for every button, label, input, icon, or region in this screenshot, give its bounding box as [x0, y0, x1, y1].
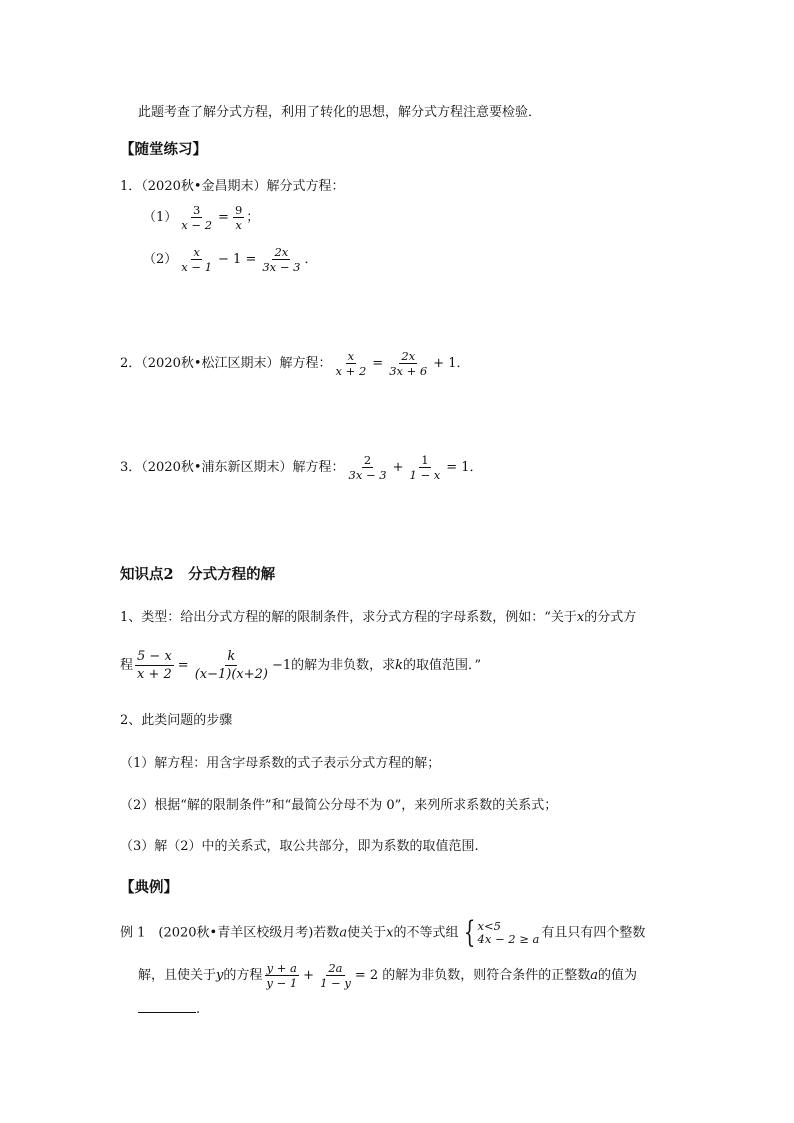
- denominator: 3x − 3: [262, 260, 301, 274]
- text: 使关于: [347, 925, 387, 941]
- q2-label: 2．（2020秋•松江区期末）解方程：: [120, 356, 332, 371]
- kp-line2: [120, 648, 481, 683]
- fraction: [387, 349, 429, 378]
- end-mark: ．: [304, 252, 318, 267]
- q3-label: 3．（2020秋•浦东新区期末）解方程：: [120, 460, 345, 475]
- fraction: [408, 453, 443, 482]
- numerator: 2: [363, 453, 372, 467]
- inequality-system: [460, 915, 540, 950]
- steps-title: 2、此类问题的步骤: [120, 713, 233, 728]
- operator: +: [303, 968, 315, 983]
- denominator: x − 2: [181, 218, 213, 232]
- q2-line: [120, 349, 472, 378]
- fraction: [135, 648, 174, 683]
- denominator: x: [235, 218, 242, 232]
- text: 1、类型：给出分式方程的解的限制条件，求分式方程的字母系数，例如：“关于: [120, 610, 577, 625]
- numerator: 2x: [401, 349, 416, 363]
- end-mark: .: [196, 1002, 201, 1017]
- example-title: 【典例】: [120, 879, 178, 896]
- variable: x: [386, 925, 394, 941]
- text: 的取值范围．”: [403, 658, 482, 673]
- step-1: （1）解方程：用含字母系数的式子表示分式方程的解；: [120, 756, 441, 771]
- text: 解，且使关于: [138, 968, 217, 983]
- q1-part1: [143, 203, 259, 232]
- inequality-1: x<5: [477, 919, 501, 933]
- fraction: [334, 349, 369, 378]
- denominator: x + 2: [335, 364, 367, 378]
- numerator: 5 − x: [137, 649, 172, 664]
- text: = 2 的解为非负数，则符合条件的正整数: [354, 968, 591, 983]
- numerator: x: [193, 245, 200, 259]
- operator: =: [372, 356, 384, 371]
- inequality-2: 4x − 2 ≥ a: [477, 932, 540, 946]
- numerator: x: [347, 349, 355, 363]
- tail: = 1．: [446, 460, 483, 475]
- numerator: 9: [234, 203, 243, 217]
- numerator: k: [227, 649, 236, 664]
- fraction: [233, 203, 244, 232]
- text: 的值为: [598, 968, 638, 983]
- operator: +: [392, 460, 404, 475]
- fraction: [193, 648, 270, 683]
- numerator: 2x: [274, 245, 289, 259]
- q1-part1-tag: （1）: [143, 210, 178, 225]
- fraction: [179, 203, 214, 232]
- denominator: 1 − x: [409, 468, 441, 482]
- operator: −1: [271, 658, 292, 673]
- fraction: [179, 245, 214, 274]
- q1-part2: [143, 245, 317, 274]
- q1-label: 1．（2020秋•金昌期末）解分式方程：: [120, 179, 345, 194]
- text: 程: [120, 658, 134, 673]
- numerator: y + a: [266, 961, 297, 975]
- q1-part2-tag: （2）: [143, 252, 178, 267]
- numerator: 3: [192, 203, 201, 217]
- text: 的分式方: [584, 610, 637, 625]
- end-mark: ；: [246, 210, 260, 225]
- operator: =: [177, 658, 189, 673]
- brace: {: [464, 915, 476, 950]
- variable: y: [216, 968, 224, 983]
- denominator: 3x − 3: [348, 468, 387, 482]
- step-2: （2）根据“解的限制条件”和“最简公分母不为 0”，来列所求系数的关系式；: [120, 798, 558, 813]
- answer-blank: [138, 1000, 196, 1013]
- denominator: 3x + 6: [389, 364, 428, 378]
- variable: a: [339, 925, 348, 941]
- variable: a: [590, 968, 599, 983]
- denominator: (x−1)(x+2): [194, 667, 268, 682]
- kp-title: 知识点2 分式方程的解: [120, 566, 276, 583]
- variable: k: [395, 658, 404, 673]
- fraction: [260, 245, 302, 274]
- example-line1: [120, 915, 646, 950]
- example-line2: [138, 961, 637, 990]
- fraction: [347, 453, 389, 482]
- kp-line1: [120, 609, 636, 627]
- numerator: 1: [421, 453, 429, 467]
- operator: − 1 =: [218, 252, 257, 267]
- operator: =: [218, 210, 229, 225]
- numerator: 2a: [328, 961, 343, 975]
- step-3: （3）解（2）中的关系式，取公共部分，即为系数的取值范围.: [120, 839, 479, 854]
- fraction: [318, 961, 353, 990]
- text: 例 1 (2020秋•青羊区校级月考)若数: [120, 925, 340, 941]
- text: 的不等式组: [393, 925, 459, 941]
- denominator: x + 2: [137, 667, 172, 682]
- text: 的方程: [223, 968, 263, 983]
- denominator: 1 − y: [320, 976, 351, 990]
- q3-line: [120, 453, 485, 482]
- intro-text: 此题考查了解分式方程，利用了转化的思想，解分式方程注意要检验．: [138, 105, 542, 120]
- fraction: [264, 961, 299, 990]
- text: 有且只有四个整数: [541, 925, 646, 941]
- denominator: x − 1: [181, 260, 213, 274]
- example-line3: [138, 1000, 200, 1019]
- text: 的解为非负数，求: [291, 658, 396, 673]
- practice-title: 【随堂练习】: [120, 141, 207, 158]
- variable: x: [576, 610, 585, 625]
- denominator: y − 1: [266, 976, 298, 990]
- tail: + 1．: [433, 356, 470, 371]
